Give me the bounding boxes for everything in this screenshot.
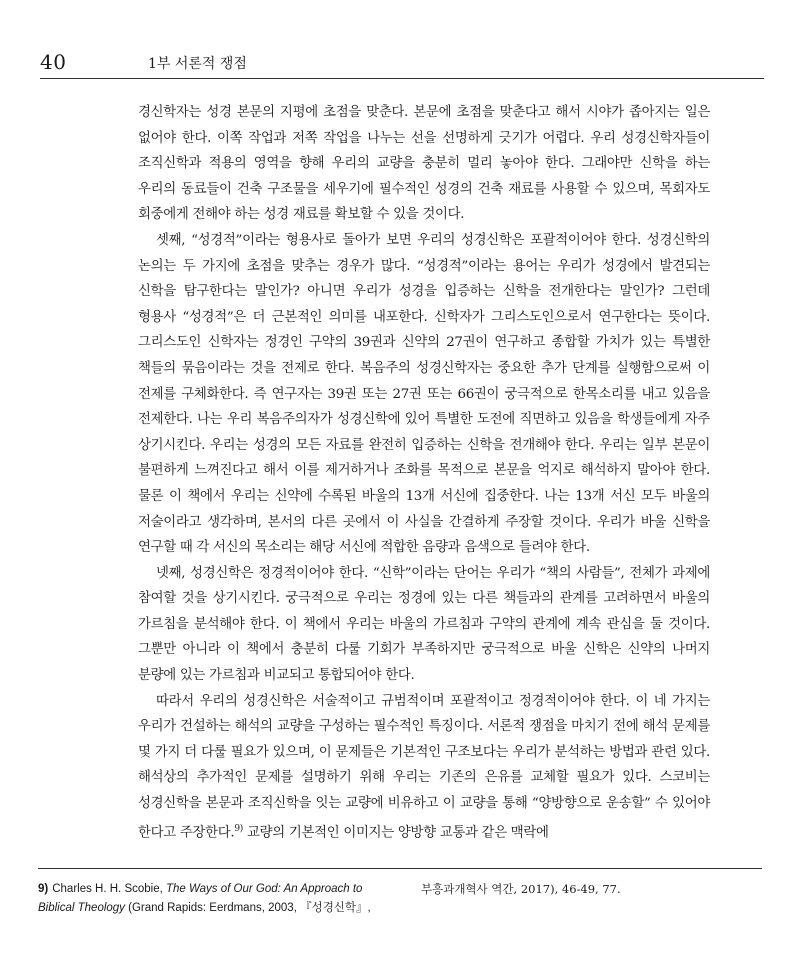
footnote-9-continued: 부흥과개혁사 역간, 2017), 46-49, 77. <box>421 882 621 896</box>
footnotes <box>38 880 762 918</box>
paragraph-4 <box>138 689 710 846</box>
header-rule <box>40 78 764 79</box>
footnote-number: 9) <box>38 883 49 895</box>
running-head: 1부 서론적 쟁점 <box>148 56 247 72</box>
footnote-marker[interactable]: 9) <box>234 823 244 834</box>
paragraph-3: 넷째, 성경신학은 정경적이어야 한다. “신학”이라는 단어는 우리가 “책의 사람들”, 전체가 과제에 참여할 것을 상기시킨다. 궁극적으로 우리는 정경에 있는 다른 책들과의 관계를 고려하면서 바울의 가르침을 분석해야 한다. 이 책에서 우리는 바울의 가르침과 구약의 관계에 계속 관심을 둘 것이다. 그뿐만 아니라 이 책에서 충분히 다룰 기회가 부족하지만 궁극적으로 바울 신학은 신약의 나머지 분량에 있는 가르침과 비교되고 통합되어야 한다. <box>138 565 710 684</box>
footnote-publication: (Grand Rapids: Eerdmans, 2003, 『성경신학』, <box>124 902 371 914</box>
footnote-rule <box>38 868 762 869</box>
page-number: 40 <box>40 50 67 74</box>
body-text <box>138 100 710 846</box>
paragraph-4-text: 따라서 우리의 성경신학은 서술적이고 규범적이며 포괄적이고 정경적이어야 한다. 이 네 가지는 우리가 건설하는 해석의 교량을 구성하는 필수적인 특징이다. 서론적 쟁점을 마치기 전에 해석 문제를 몇 가지 더 다룰 필요가 있으며, 이 문제들은 기본적인 구조보다는 우리가 분석하는 방법과 관련 있다. 해석상의 추가적인 문제를 설명하기 위해 우리는 기존의 은유를 교체할 필요가 있다. 스코비는 성경신학을 본문과 조직신학을 잇는 교량에 비유하고 이 교량을 통해 “양방향으로 운송할” 수 있어야 한다고 주장한다. <box>138 693 710 841</box>
footnote-title: The Ways of Our God: An Approach to Biblical Theology <box>38 883 363 914</box>
footnote-9 <box>38 880 383 918</box>
paragraph-2: 셋째, “성경적”이라는 형용사로 돌아가 보면 우리의 성경신학은 포괄적이어야 한다. 성경신학의 논의는 두 가지에 초점을 맞추는 경우가 많다. “성경적”이라는 용어는 우리가 성경에서 발견되는 신학을 탐구한다는 말인가? 아니면 우리가 성경을 입증하는 신학을 전개한다는 말인가? 그런데 형용사 “성경적”은 더 근본적인 의미를 내포한다. 신학자가 그리스도인으로서 연구한다는 뜻이다. 그리스도인 신학자는 정경인 구약의 39권과 신약의 27권이 연구하고 종합할 가치가 있는 특별한 책들의 묶음이라는 것을 전제로 한다. 복음주의 성경신학자는 중요한 추가 단계를 실행함으로써 이 전제를 구체화한다. 즉 연구자는 39권 또는 27권 또는 66권이 궁극적으로 한목소리를 내고 있음을 전제한다. 나는 우리 복음주의자가 성경신학에 있어 특별한 도전에 직면하고 있음을 학생들에게 자주 상기시킨다. 우리는 성경의 모든 자료를 완전히 입증하는 신학을 전개해야 한다. 우리는 일부 본문이 불편하게 느껴진다고 해서 이를 제거하거나 조화를 목적으로 본문을 억지로 해석하지 말아야 한다. 물론 이 책에서 우리는 신약에 수록된 바울의 13개 서신에 집중한다. 나는 13개 서신 모두 바울의 저술이라고 생각하며, 본서의 다른 곳에서 이 사실을 간결하게 주장할 것이다. 우리가 바울 신학을 연구할 때 각 서신의 목소리는 해당 서신에 적합한 음량과 음색으로 들려야 한다. <box>138 232 710 556</box>
footnote-author: Charles H. H. Scobie, <box>52 883 166 895</box>
paragraph-1: 경신학자는 성경 본문의 지평에 초점을 맞춘다. 본문에 초점을 맞춘다고 해서 시야가 좁아지는 일은 없어야 한다. 이쪽 작업과 저쪽 작업을 나누는 선을 선명하게 긋기가 어렵다. 우리 성경신학자들이 조직신학과 적용의 영역을 향해 우리의 교량을 충분히 멀리 놓아야 한다. 그래야만 신학을 하는 우리의 동료들이 건축 구조물을 세우기에 필수적인 성경의 건축 재료를 사용할 수 있으며, 목회자도 회중에게 전해야 하는 성경 재료를 확보할 수 있을 것이다. <box>138 105 710 223</box>
paragraph-4-text-end: 교량의 기본적인 이미지는 양방향 교통과 같은 맥락에 <box>243 825 549 841</box>
